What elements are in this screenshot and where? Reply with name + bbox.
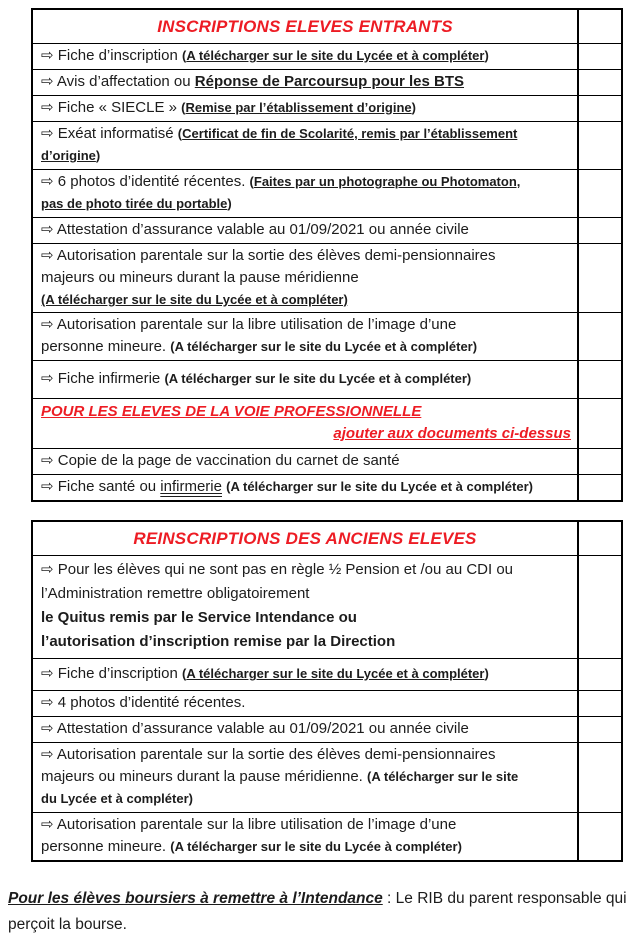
text-segment: ⇨ Attestation d’assurance valable au 01/09/2021 ou année civile bbox=[41, 720, 469, 737]
text-line bbox=[41, 663, 571, 685]
text-segment: ) bbox=[484, 666, 489, 681]
row-text-cell bbox=[33, 813, 577, 860]
table-row bbox=[33, 121, 621, 169]
text-segment: du Lycée et à compléter) bbox=[41, 791, 193, 806]
text-segment: ( bbox=[249, 174, 254, 189]
text-segment: l’autorisation d’inscription remise par la Direction bbox=[41, 633, 396, 650]
table-row bbox=[33, 474, 621, 500]
text-segment: majeurs ou mineurs durant la pause méridienne. bbox=[41, 768, 368, 785]
text-segment: ( bbox=[181, 48, 187, 63]
row-text-cell bbox=[33, 244, 577, 312]
text-segment: le Quitus remis par le Service Intendance ou bbox=[41, 609, 357, 626]
table-row bbox=[33, 95, 621, 121]
table-reinscriptions-anciens bbox=[31, 520, 623, 862]
row-text-cell bbox=[33, 361, 577, 398]
table-title-cell bbox=[33, 10, 577, 43]
table-row bbox=[33, 69, 621, 95]
text-segment: ⇨ Fiche santé ou bbox=[41, 478, 161, 495]
table-row bbox=[33, 217, 621, 243]
text-segment: ⇨ 6 photos d’identité récentes. bbox=[41, 173, 250, 190]
text-segment: ( bbox=[181, 100, 186, 115]
table-title: REINSCRIPTIONS DES ANCIENS ELEVES bbox=[133, 529, 477, 548]
text-line bbox=[41, 630, 571, 654]
text-segment: Remise par l’établissement d’origine bbox=[185, 100, 412, 115]
row-text-cell bbox=[33, 475, 577, 500]
text-line bbox=[41, 171, 571, 193]
text-line bbox=[41, 97, 571, 119]
text-segment: ⇨ Attestation d’assurance valable au 01/09/2021 ou année civile bbox=[41, 221, 469, 238]
table-rows bbox=[33, 555, 621, 860]
table-row bbox=[33, 716, 621, 742]
checkbox-cell bbox=[577, 691, 621, 716]
row-text-cell bbox=[33, 313, 577, 360]
text-segment: ⇨ Autorisation parentale sur la sortie des élèves demi-pensionnaires bbox=[41, 247, 496, 264]
checkbox-cell bbox=[577, 170, 621, 217]
text-line bbox=[41, 267, 571, 289]
text-segment: ⇨ Avis d’affectation ou bbox=[41, 73, 195, 90]
table-row bbox=[33, 448, 621, 474]
checkbox-cell bbox=[577, 556, 621, 658]
text-segment: POUR LES ELEVES DE LA VOIE PROFESSIONNELLE bbox=[41, 403, 422, 420]
checkbox-cell bbox=[577, 122, 621, 169]
checkbox-cell bbox=[577, 10, 621, 43]
text-line bbox=[41, 314, 571, 336]
checkbox-cell bbox=[577, 244, 621, 312]
table-row bbox=[33, 742, 621, 812]
text-line bbox=[41, 289, 571, 311]
text-segment: ⇨ Autorisation parentale sur la libre utilisation de l’image d’une bbox=[41, 816, 457, 833]
table-title-cell bbox=[33, 522, 577, 555]
row-text-cell bbox=[33, 449, 577, 474]
text-segment: ) bbox=[411, 100, 416, 115]
text-segment: : Le RIB du parent responsable qui bbox=[382, 890, 627, 907]
table-rows bbox=[33, 43, 621, 500]
text-segment: perçoit la bourse. bbox=[8, 916, 127, 933]
text-segment: A télécharger sur le site du Lycée et à compléter bbox=[186, 48, 485, 63]
text-segment: ) bbox=[484, 48, 489, 63]
table-row bbox=[33, 555, 621, 658]
row-text-cell bbox=[33, 743, 577, 812]
text-segment: ⇨ Fiche « SIECLE » bbox=[41, 99, 182, 116]
text-segment: ⇨ Autorisation parentale sur la sortie des élèves demi-pensionnaires bbox=[41, 746, 496, 763]
text-line bbox=[41, 836, 571, 858]
checkbox-cell bbox=[577, 313, 621, 360]
text-segment: d’origine bbox=[41, 148, 96, 163]
footer-note bbox=[8, 886, 630, 938]
text-segment: ⇨ Fiche d’inscription bbox=[41, 47, 182, 64]
text-line bbox=[41, 336, 571, 358]
text-segment: Certificat de fin de Scolarité, remis par l’établissement bbox=[182, 126, 518, 141]
text-segment: ⇨ Pour les élèves qui ne sont pas en règle ½ Pension et /ou au CDI ou bbox=[41, 561, 514, 578]
row-text-cell bbox=[33, 218, 577, 243]
row-text-cell bbox=[33, 556, 577, 658]
row-text-cell bbox=[33, 44, 577, 69]
checkbox-cell bbox=[577, 743, 621, 812]
text-line bbox=[41, 423, 571, 445]
text-line bbox=[8, 886, 630, 912]
text-line bbox=[41, 814, 571, 836]
text-line bbox=[41, 45, 571, 67]
checkbox-cell bbox=[577, 96, 621, 121]
text-segment: (A télécharger sur le site bbox=[367, 769, 519, 784]
row-text-cell bbox=[33, 717, 577, 742]
checkbox-cell bbox=[577, 659, 621, 690]
text-line bbox=[41, 145, 571, 167]
table-row bbox=[33, 169, 621, 217]
row-text-cell bbox=[33, 659, 577, 690]
text-line bbox=[41, 219, 571, 241]
text-line bbox=[41, 606, 571, 630]
text-segment: ( bbox=[181, 666, 187, 681]
text-segment: ) bbox=[95, 148, 101, 163]
text-line bbox=[41, 123, 571, 145]
text-segment: A télécharger sur le site du Lycée et à compléter bbox=[186, 666, 485, 681]
row-text-cell bbox=[33, 399, 577, 448]
text-line bbox=[41, 744, 571, 766]
text-segment: (A télécharger sur le site du Lycée et à compléter) bbox=[226, 479, 533, 494]
text-line bbox=[41, 766, 571, 788]
text-segment: infirmerie bbox=[160, 478, 222, 495]
text-segment: pas de photo tirée du portable bbox=[41, 196, 228, 211]
text-segment: ajouter aux documents ci-dessus bbox=[333, 425, 571, 442]
text-segment: Faites par un photographe ou Photomaton, bbox=[253, 174, 521, 189]
table-inscriptions-entrants bbox=[31, 8, 623, 502]
table-row bbox=[33, 690, 621, 716]
checkbox-cell bbox=[577, 218, 621, 243]
text-line bbox=[41, 401, 571, 423]
text-line bbox=[41, 71, 571, 93]
text-segment: ⇨ 4 photos d’identité récentes. bbox=[41, 694, 246, 711]
text-segment: Pour les élèves boursiers à remettre à l’Intendance bbox=[8, 890, 383, 907]
table-row bbox=[33, 398, 621, 448]
checkbox-cell bbox=[577, 449, 621, 474]
text-line bbox=[41, 718, 571, 740]
text-segment: ⇨ Copie de la page de vaccination du carnet de santé bbox=[41, 452, 400, 469]
text-segment: ⇨ Autorisation parentale sur la libre utilisation de l’image d’une bbox=[41, 316, 457, 333]
text-segment: (A télécharger sur le site du Lycée à compléter) bbox=[170, 839, 462, 854]
text-line bbox=[41, 245, 571, 267]
table-row bbox=[33, 312, 621, 360]
row-text-cell bbox=[33, 170, 577, 217]
text-segment: ⇨ Fiche infirmerie bbox=[41, 370, 165, 387]
text-line bbox=[41, 788, 571, 810]
checkbox-cell bbox=[577, 361, 621, 398]
table-row bbox=[33, 658, 621, 690]
table-title: INSCRIPTIONS ELEVES ENTRANTS bbox=[157, 17, 453, 36]
table-title-row bbox=[33, 10, 621, 43]
text-segment: ( bbox=[177, 126, 183, 141]
checkbox-cell bbox=[577, 717, 621, 742]
table-row bbox=[33, 360, 621, 398]
text-line bbox=[41, 450, 571, 472]
checkbox-cell bbox=[577, 70, 621, 95]
checkbox-cell bbox=[577, 475, 621, 500]
row-text-cell bbox=[33, 122, 577, 169]
checkbox-cell bbox=[577, 44, 621, 69]
checkbox-cell bbox=[577, 522, 621, 555]
row-text-cell bbox=[33, 691, 577, 716]
text-segment: ⇨ Exéat informatisé bbox=[41, 125, 178, 142]
text-line bbox=[41, 582, 571, 606]
checkbox-cell bbox=[577, 399, 621, 448]
text-segment: majeurs ou mineurs durant la pause méridienne bbox=[41, 269, 359, 286]
text-segment: ⇨ Fiche d’inscription bbox=[41, 665, 182, 682]
text-line bbox=[41, 193, 571, 215]
text-segment: personne mineure. bbox=[41, 838, 171, 855]
text-segment: ) bbox=[227, 196, 232, 211]
text-segment: Réponse de Parcoursup pour les BTS bbox=[194, 73, 465, 90]
text-line bbox=[41, 558, 571, 582]
row-text-cell bbox=[33, 70, 577, 95]
text-segment: personne mineure. bbox=[41, 338, 171, 355]
table-title-row bbox=[33, 522, 621, 555]
text-line bbox=[41, 692, 571, 714]
checkbox-cell bbox=[577, 813, 621, 860]
text-segment: l’Administration remettre obligatoirement bbox=[41, 585, 310, 602]
table-row bbox=[33, 812, 621, 860]
text-line bbox=[41, 476, 571, 498]
text-segment: (A télécharger sur le site du Lycée et à compléter) bbox=[164, 371, 472, 386]
text-segment: (A télécharger sur le site du Lycée et à compléter) bbox=[41, 292, 348, 307]
text-segment: (A télécharger sur le site du Lycée et à compléter) bbox=[170, 339, 478, 354]
table-row bbox=[33, 43, 621, 69]
text-line bbox=[8, 912, 630, 938]
row-text-cell bbox=[33, 96, 577, 121]
text-line bbox=[41, 368, 571, 390]
table-row bbox=[33, 243, 621, 312]
